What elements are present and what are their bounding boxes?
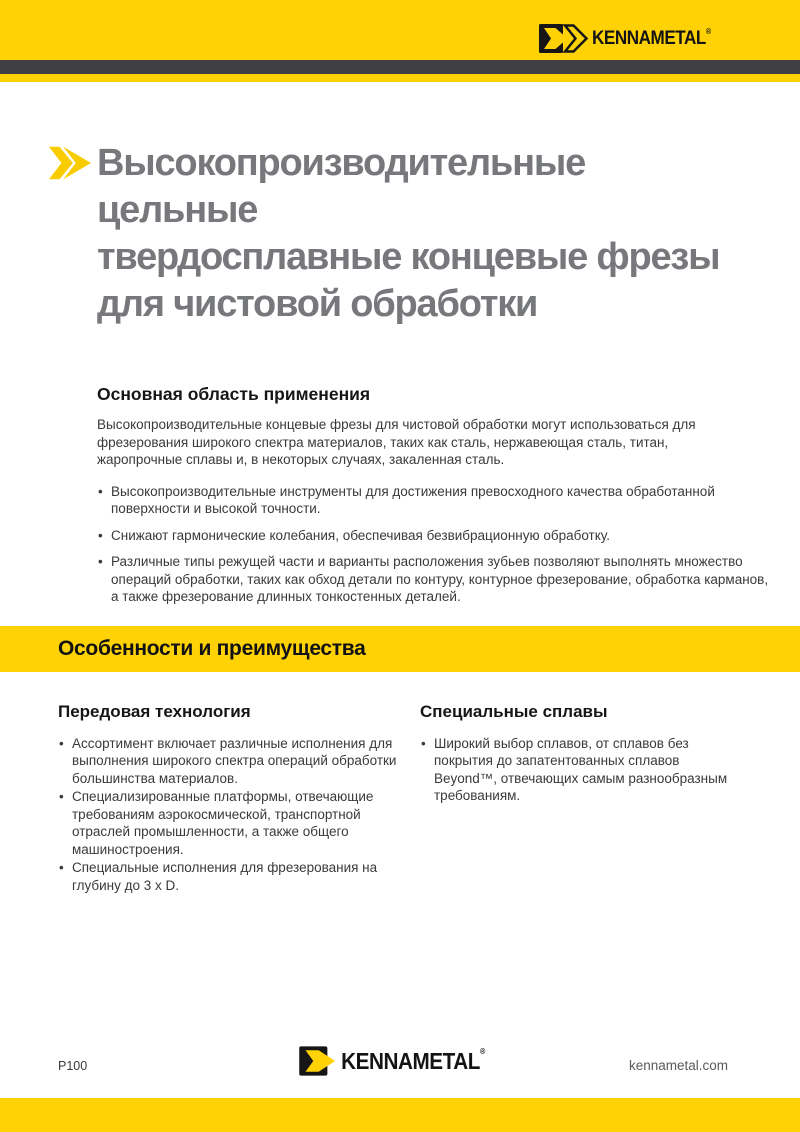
kennametal-logo-wordmark: KENNAMETAL® bbox=[341, 1046, 485, 1074]
list-item: • Широкий выбор сплавов, от сплавов без покрытия до запатентованных сплавов Beyond™, отвечающих самым разнообразным требованиям. bbox=[420, 735, 746, 805]
kennametal-logo-wordmark: KENNAMETAL® bbox=[592, 26, 711, 49]
kennametal-logo-icon bbox=[299, 1046, 336, 1076]
list-item: • Снижают гармонические колебания, обеспечивая безвибрационную обработку. bbox=[97, 527, 769, 545]
thin-yellow-strip bbox=[0, 74, 800, 82]
features-band-heading: Особенности и преимущества bbox=[58, 636, 366, 660]
list-item: • Различные типы режущей части и варианты расположения зубьев позволяют выполнять множество операций обработки, таких как обход детали по контуру, контурное фрезерование, обработка карманов, а также фрезерование длинных тонкостенных деталей. bbox=[97, 553, 769, 606]
column-advanced-technology bbox=[58, 702, 420, 896]
column-heading: Специальные сплавы bbox=[420, 701, 608, 721]
list-item: • Ассортимент включает различные исполнения для выполнения широкого спектра операций обработки большинства материалов. bbox=[58, 735, 406, 788]
main-content bbox=[0, 140, 800, 606]
footer bbox=[0, 1044, 800, 1084]
registered-mark: ® bbox=[480, 1046, 485, 1056]
website-url: kennametal.com bbox=[628, 1058, 728, 1073]
title-line-1: Высокопроизводительные цельные bbox=[97, 142, 586, 231]
column-bullet-list bbox=[420, 735, 746, 805]
column-special-grades bbox=[420, 702, 750, 896]
title-line-3: для чистовой обработки bbox=[97, 283, 538, 325]
feature-columns bbox=[0, 702, 800, 896]
title-line-2: твердосплавные концевые фрезы bbox=[97, 236, 720, 278]
application-intro-paragraph: Высокопроизводительные концевые фрезы для чистовой обработки могут использоваться для фрезерования широкого спектра материалов, таких как сталь, нержавеющая сталь, титан, жаропрочные сплавы и, в некоторых случаях, закаленная сталь. bbox=[97, 417, 696, 467]
features-band bbox=[0, 626, 800, 672]
column-heading: Передовая технология bbox=[58, 701, 251, 721]
kennametal-logo-footer bbox=[299, 1046, 501, 1076]
application-section-heading: Основная область применения bbox=[97, 384, 371, 404]
bottom-yellow-band bbox=[0, 1098, 800, 1132]
registered-mark: ® bbox=[705, 26, 711, 36]
list-item: • Специализированные платформы, отвечающие требованиям аэрокосмической, транспортной отраслей промышленности, а также общего машиностроения. bbox=[58, 788, 406, 858]
application-bullet-list bbox=[97, 483, 769, 606]
kennametal-logo-header bbox=[539, 24, 724, 53]
list-item: • Специальные исполнения для фрезерования на глубину до 3 x D. bbox=[58, 859, 406, 894]
dark-divider-bar bbox=[0, 60, 800, 74]
double-chevron-icon bbox=[49, 146, 91, 180]
column-bullet-list bbox=[58, 735, 406, 895]
page-title bbox=[97, 140, 740, 328]
top-yellow-band bbox=[0, 0, 800, 60]
list-item: • Высокопроизводительные инструменты для достижения превосходного качества обработанной поверхности и высокой точности. bbox=[97, 483, 769, 518]
page-code: P100 bbox=[58, 1059, 88, 1073]
kennametal-logo-icon bbox=[539, 24, 589, 53]
